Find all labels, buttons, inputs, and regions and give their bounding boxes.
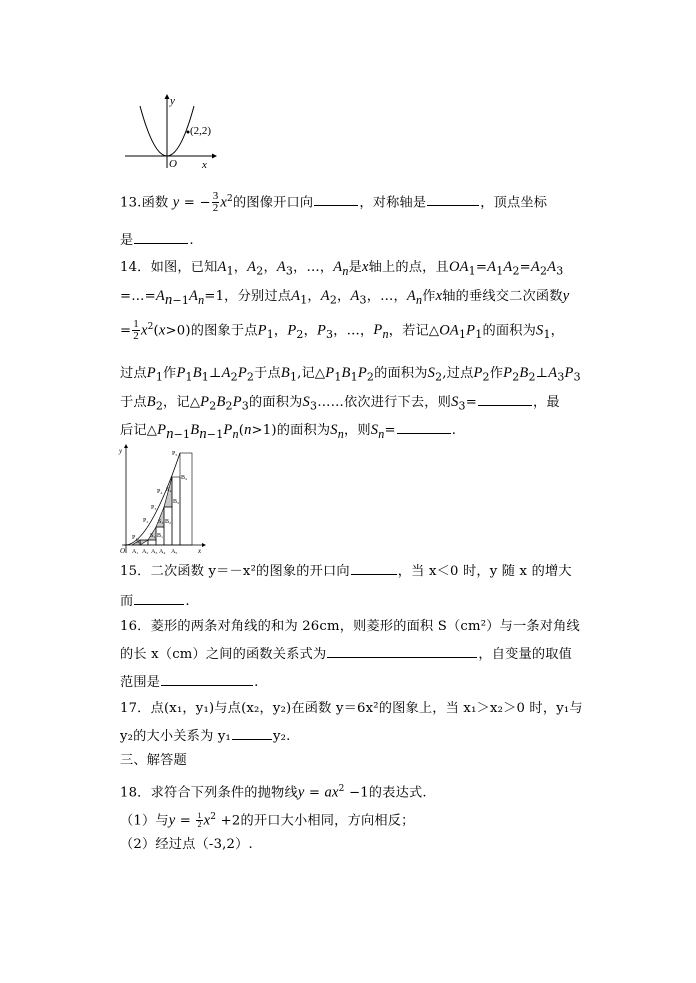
q14-line-2: $=\dots=A_{n-1}A_n=1$，分别过点$A_1$，$A_2$，$A_3$，…，$A_n$作x轴的垂线交二次函数y [120, 288, 570, 308]
p1-label: P₁ [132, 535, 138, 541]
x-axis-arrow [202, 543, 206, 547]
q18-line-1: 18．求符合下列条件的抛物线$y = ax^2 -1$的表达式. [120, 784, 427, 801]
origin-label: O [120, 547, 126, 555]
staircase-figure [118, 443, 208, 556]
y-axis-arrow [165, 94, 170, 99]
b1-label: B₁ [157, 533, 164, 539]
q16-line-2: 的长 x（cm）之间的函数关系式为 ，自变量的取值 [120, 647, 573, 662]
b2-label: B₂ [165, 519, 172, 525]
answer-blank[interactable] [397, 421, 451, 434]
rect-a2 [148, 540, 156, 545]
fraction: $\frac{1}{2}$ [133, 318, 139, 343]
origin-label: O [169, 158, 177, 170]
answer-blank[interactable] [427, 193, 479, 206]
x-axis-label: x [202, 159, 207, 171]
rect-a5 [172, 477, 180, 545]
q13-line-1: 13.函数 y = − $\frac{3}{2}$ $x^2$的图像开口向 ，对称轴是 ，顶点坐标 [120, 190, 548, 215]
answer-blank[interactable] [351, 562, 397, 575]
a3-label: A₃ [151, 549, 158, 555]
p5-label: P₅ [172, 451, 178, 457]
answer-blank[interactable] [327, 645, 477, 658]
q16-line-3: 范围是 . [120, 675, 259, 690]
x-axis-arrow [212, 154, 217, 159]
q15-line-1: 15．二次函数 y＝－x²的图象的开口向 ，当 x＜0 时，y 随 x 的增大 [120, 564, 572, 579]
q16-line-1: 16．菱形的两条对角线的和为 26cm，则菱形的面积 S（cm²）与一条对角线 [120, 619, 580, 634]
a4-label: A₄ [159, 549, 166, 555]
p3-label: P₃ [151, 505, 157, 511]
q18-part-1: （1）与y = $\frac{1}{2}$ $x^2 +2$的开口大小相同，方向相反； [120, 811, 415, 830]
fraction: $\frac{1}{2}$ [197, 811, 202, 830]
q15-line-2: 而 . [120, 594, 190, 609]
p2-label: P₂ [143, 518, 149, 524]
a2-label: A₂ [142, 549, 149, 555]
a1-label: A₁ [132, 549, 139, 555]
fraction: $\frac{3}{2}$ [212, 190, 219, 215]
s4-label: S₄ [166, 487, 172, 493]
section-title: 三、解答题 [120, 753, 187, 768]
answer-blank[interactable] [314, 193, 358, 206]
q14-line-4: 过点$P_1$作$P_1B_1\perp A_2P_2$于点$B_1$,记$\triangle P_1B_1P_2$的面积为$S_2$,过点$P_2$作$P_2B_2\perp A_3P_3$ [120, 365, 581, 384]
rect-a4 [164, 507, 172, 545]
parabola-figure [120, 92, 220, 172]
b3-label: B₃ [173, 499, 180, 505]
q17-line-2: y₂的大小关系为 y₁ y₂. [120, 729, 291, 744]
point-label: (2,2) [190, 125, 212, 137]
q13-line-2: 是 . [120, 233, 194, 248]
answer-blank[interactable] [232, 727, 272, 740]
p4-label: P₄ [157, 489, 163, 495]
answer-blank[interactable] [478, 393, 532, 406]
answer-blank[interactable] [134, 592, 184, 605]
y-axis-arrow [124, 444, 128, 448]
y-axis-label: y [170, 95, 175, 107]
q14-line-3: = $\frac{1}{2}$ $x^2(x>0)$的图象于点$P_1$，$P_2$，$P_3$，…，$P_n$，若记$\triangle OA_1P_1$的面积为$S_1$， [120, 318, 565, 343]
y-axis-label: y [119, 447, 123, 455]
q17-line-1: 17．点(x₁，y₁)与点(x₂，y₂)在函数 y＝6x²的图象上，当 x₁＞x₂＞0 时，y₁与 [120, 701, 583, 716]
answer-blank[interactable] [161, 673, 253, 686]
s1-label: S₁ [136, 539, 142, 545]
q14-line-1: 14．如图，已知$A_1$，$A_2$，$A_3$，…，$A_n$是x轴上的点，且$OA_1=A_1A_2=A_2A_3$ [120, 259, 564, 278]
a5-label: A₅ [171, 549, 178, 555]
x-axis-label: x [198, 547, 202, 555]
s3-label: S₃ [158, 519, 164, 525]
s2-label: S₂ [150, 533, 156, 539]
q18-part-2: （2）经过点（-3,2）. [120, 837, 253, 852]
b4-label: B₄ [181, 475, 188, 481]
q14-line-6: 后记$\triangle P_{n-1}B_{n-1}P_n(n>1)$的面积为$S_n$，则$S_n=$ . [120, 422, 457, 442]
q14-line-5: 于点$B_2$，记$\triangle P_2B_2P_3$的面积为$S_3\dots\dots$依次进行下去，则$S_3=$ ，最 [120, 394, 560, 413]
rect-a6 [180, 453, 192, 545]
answer-blank[interactable] [134, 231, 188, 244]
